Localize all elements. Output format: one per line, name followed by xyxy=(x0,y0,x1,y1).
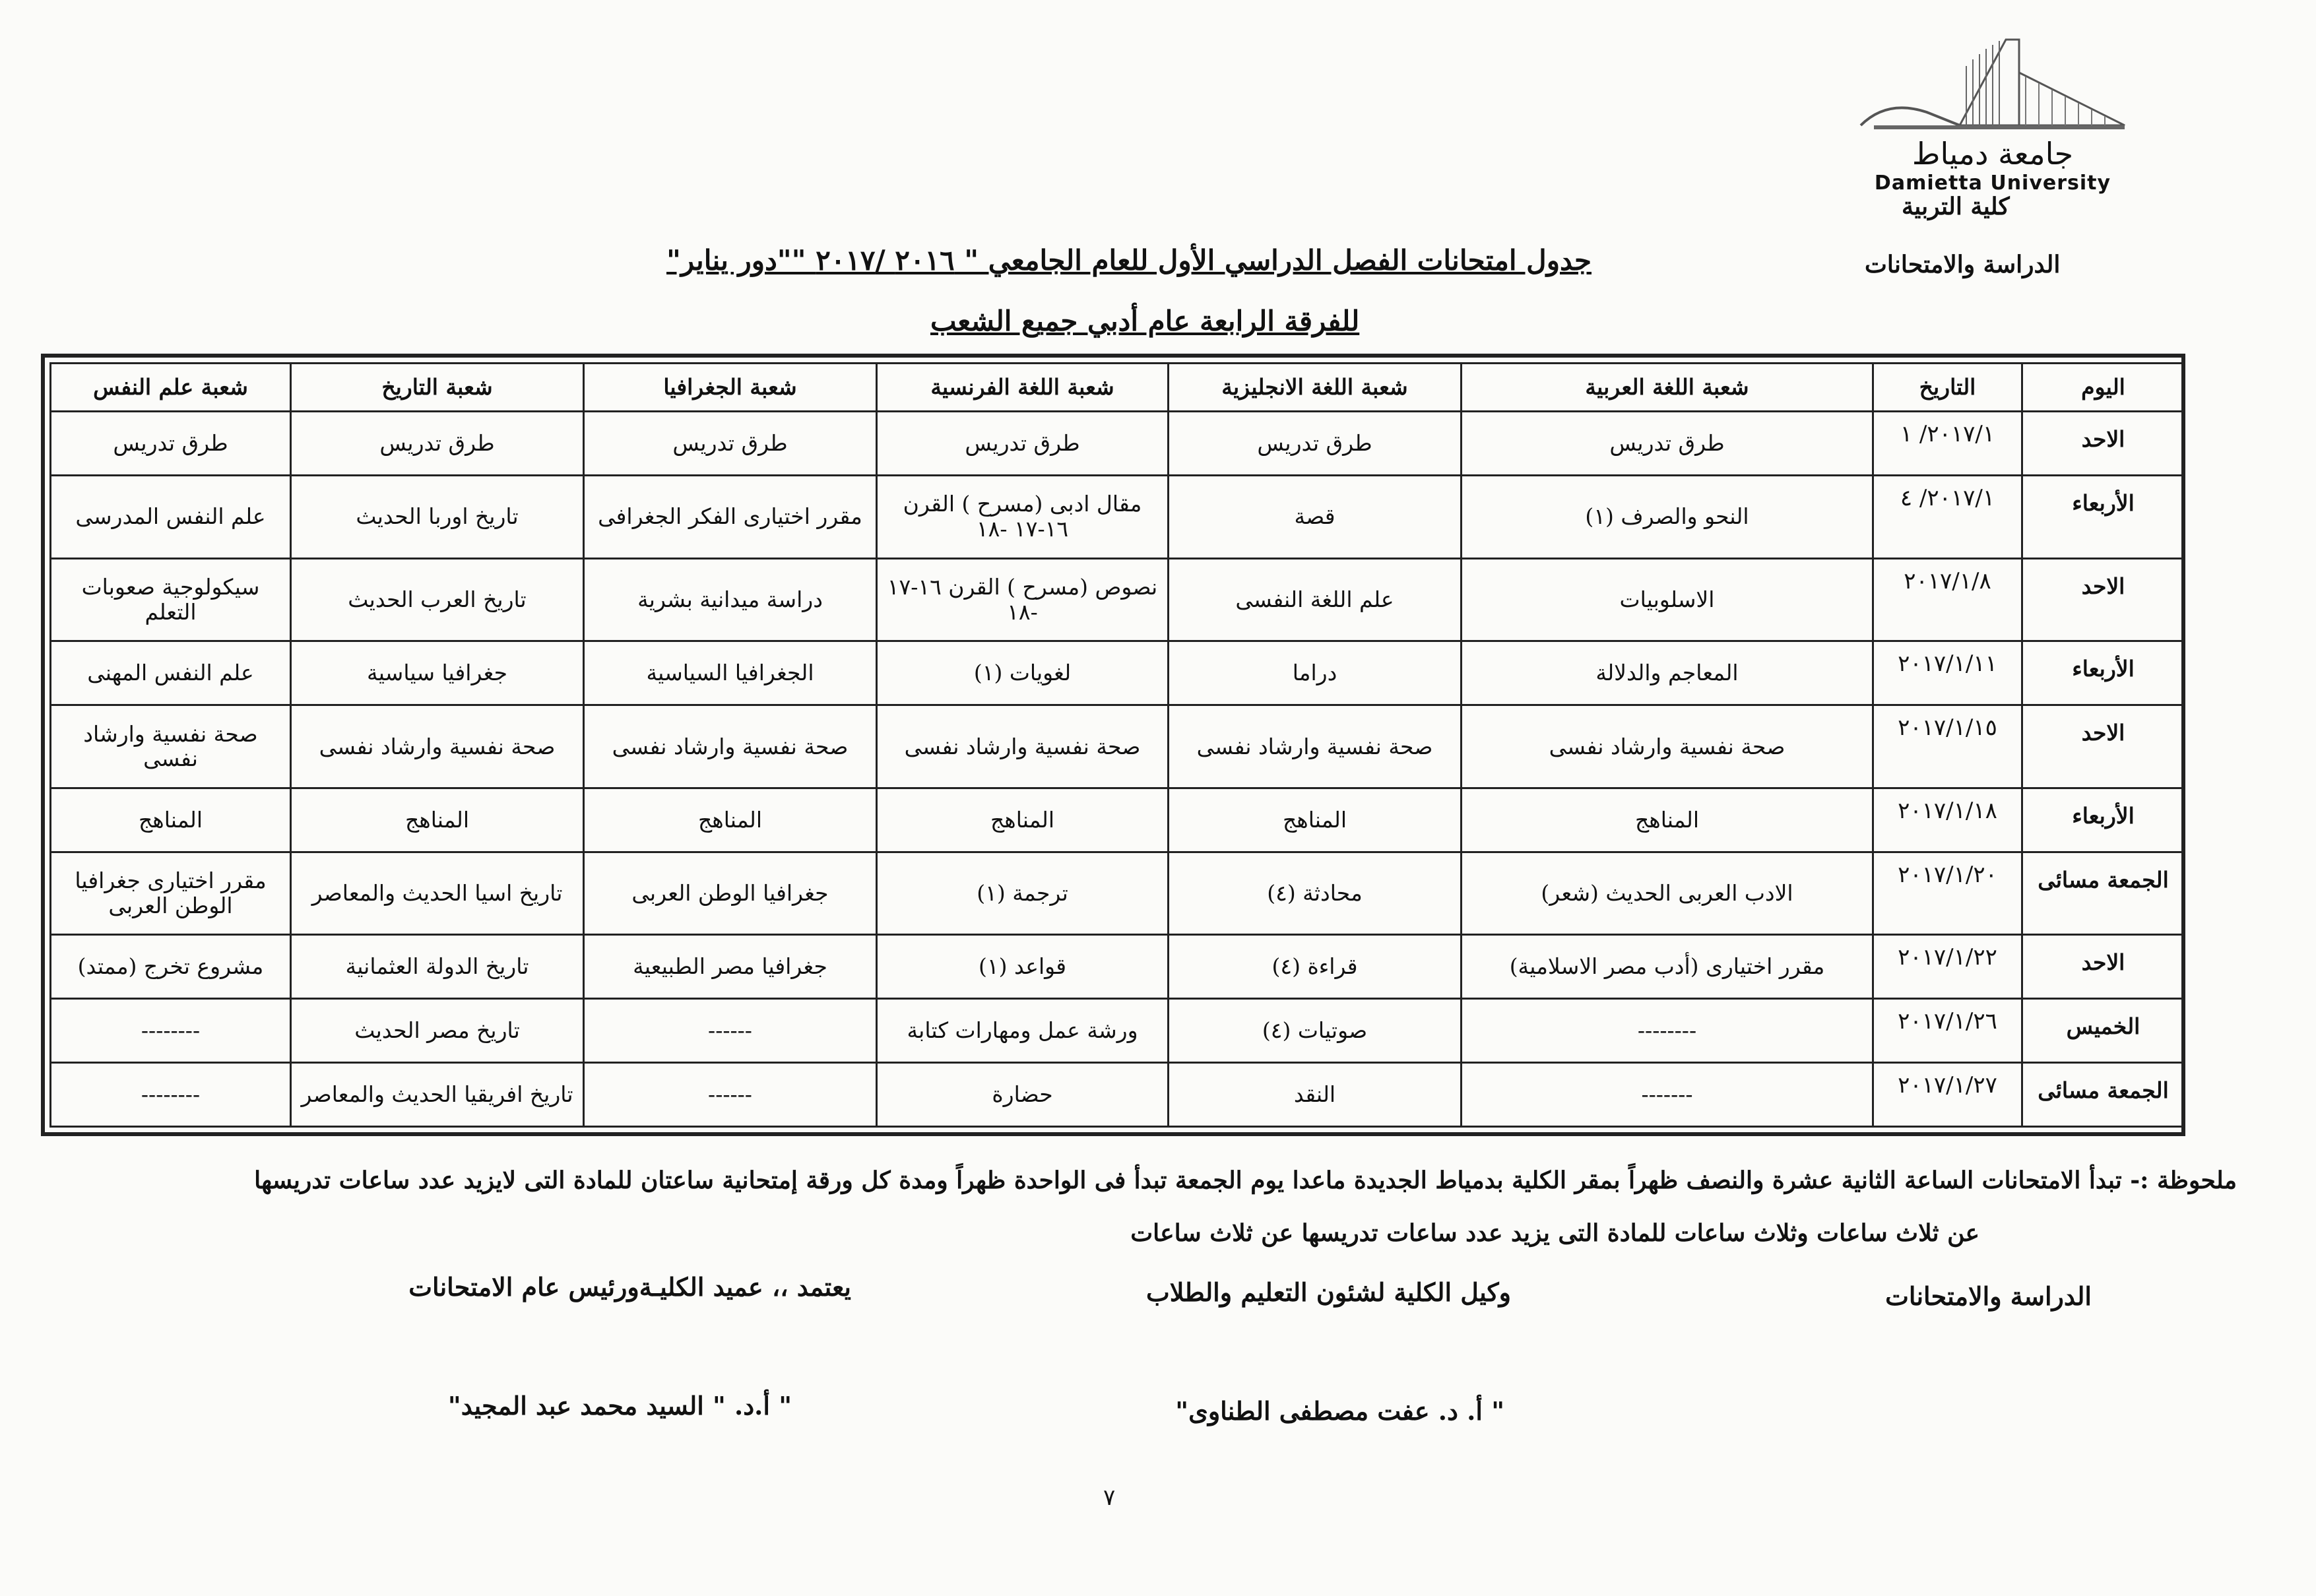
cell-day: الجمعة مسائى xyxy=(2022,852,2185,935)
cell-geography: ------ xyxy=(584,999,877,1063)
cell-english: محادثة (٤) xyxy=(1169,852,1462,935)
cell-arabic: صحة نفسية وارشاد نفسى xyxy=(1462,705,1873,788)
header-arabic: شعبة اللغة العربية xyxy=(1462,364,1873,412)
cell-english: قراءة (٤) xyxy=(1169,935,1462,999)
cell-psychology: مشروع تخرج (ممتد) xyxy=(51,935,291,999)
cell-day: الاحد xyxy=(2022,412,2185,476)
table-row xyxy=(51,641,2185,705)
faculty-name: كلية التربية xyxy=(1902,193,2010,220)
cell-history: تاريخ اوربا الحديث xyxy=(291,475,584,558)
signature-vice-dean-title: وكيل الكلية لشئون التعليم والطلاب xyxy=(1145,1277,1511,1307)
exam-note-line-2: عن ثلاث ساعات وثلاث ساعات للمادة التى يزيد عدد ساعات تدريسها عن ثلاث ساعات xyxy=(1130,1219,1979,1247)
header-date: التاريخ xyxy=(1873,364,2022,412)
cell-geography: مقرر اختيارى الفكر الجغرافى xyxy=(584,475,877,558)
table-row xyxy=(51,788,2185,852)
header-english: شعبة اللغة الانجليزية xyxy=(1169,364,1462,412)
cell-history: صحة نفسية وارشاد نفسى xyxy=(291,705,584,788)
table-header-row xyxy=(51,364,2185,412)
cell-history: تاريخ افريقيا الحديث والمعاصر xyxy=(291,1063,584,1127)
cell-date: ٢٠١٧/١/١٨ xyxy=(1873,788,2022,852)
table-row xyxy=(51,705,2185,788)
cell-geography: جغرافيا الوطن العربى xyxy=(584,852,877,935)
cell-english: صوتيات (٤) xyxy=(1169,999,1462,1063)
page-title: جدول امتحانات الفصل الدراسي الأول للعام الجامعي " ٢٠١٦ /٢٠١٧ ""دور يناير" xyxy=(666,244,1592,276)
page-number: ٧ xyxy=(1103,1484,1116,1511)
cell-psychology: علم النفس المهنى xyxy=(51,641,291,705)
cell-date: ٢٠١٧/١/٢٦ xyxy=(1873,999,2022,1063)
header-french: شعبة اللغة الفرنسية xyxy=(877,364,1169,412)
table-row xyxy=(51,935,2185,999)
signature-dean-name: " أ.د. " السيد محمد عبد المجيد" xyxy=(447,1391,792,1420)
cell-day: الأربعاء xyxy=(2022,475,2185,558)
cell-french: المناهج xyxy=(877,788,1169,852)
cell-psychology: -------- xyxy=(51,999,291,1063)
cell-english: علم اللغة النفسى xyxy=(1169,558,1462,641)
cell-geography: دراسة ميدانية بشرية xyxy=(584,558,877,641)
cell-psychology: مقرر اختيارى جغرافيا الوطن العربى xyxy=(51,852,291,935)
signature-studies-exams: الدراسة والامتحانات xyxy=(1885,1281,2092,1311)
cell-french: لغويات (١) xyxy=(877,641,1169,705)
signature-vice-dean-name: " أ. د. عفت مصطفى الطناوى" xyxy=(1175,1396,1504,1426)
header-history: شعبة التاريخ xyxy=(291,364,584,412)
cell-day: الجمعة مسائى xyxy=(2022,1063,2185,1127)
cell-english: دراما xyxy=(1169,641,1462,705)
table-row xyxy=(51,999,2185,1063)
cell-history: تاريخ العرب الحديث xyxy=(291,558,584,641)
cell-psychology: صحة نفسية وارشاد نفسى xyxy=(51,705,291,788)
cell-history: تاريخ اسيا الحديث والمعاصر xyxy=(291,852,584,935)
department-name: الدراسة والامتحانات xyxy=(1865,251,2061,278)
cell-english: المناهج xyxy=(1169,788,1462,852)
cell-geography: طرق تدريس xyxy=(584,412,877,476)
exam-schedule-table xyxy=(49,362,2185,1128)
cell-date: ٢٠١٧/١/٢٢ xyxy=(1873,935,2022,999)
signature-dean-title: يعتمد ،، عميد الكليـةورئيس عام الامتحانات xyxy=(408,1272,851,1302)
cell-history: المناهج xyxy=(291,788,584,852)
cell-arabic: المعاجم والدلالة xyxy=(1462,641,1873,705)
cell-day: الاحد xyxy=(2022,935,2185,999)
cell-arabic: النحو والصرف (١) xyxy=(1462,475,1873,558)
cell-date: ٢٠١٧/١/١١ xyxy=(1873,641,2022,705)
cell-geography: الجغرافيا السياسية xyxy=(584,641,877,705)
cell-english: النقد xyxy=(1169,1063,1462,1127)
cell-date: ٢٠١٧/١/٢٧ xyxy=(1873,1063,2022,1127)
cell-arabic: مقرر اختيارى (أدب مصر الاسلامية) xyxy=(1462,935,1873,999)
university-emblem-icon xyxy=(1848,26,2138,139)
cell-arabic: طرق تدريس xyxy=(1462,412,1873,476)
cell-english: قصة xyxy=(1169,475,1462,558)
header-day: اليوم xyxy=(2022,364,2185,412)
university-logo xyxy=(1848,26,2138,195)
university-name-arabic: جامعة دمياط xyxy=(1912,136,2074,172)
cell-psychology: -------- xyxy=(51,1063,291,1127)
table-row xyxy=(51,412,2185,476)
cell-geography: المناهج xyxy=(584,788,877,852)
cell-french: قواعد (١) xyxy=(877,935,1169,999)
cell-arabic: ------- xyxy=(1462,1063,1873,1127)
exam-note-line-1: ملحوظة :- تبدأ الامتحانات الساعة الثانية عشرة والنصف ظهراً بمقر الكلية بدمياط الجديدة ماعدا يوم الجمعة تبدأ فى الواحدة ظهراً ومدة كل ورقة إمتحانية ساعتان للمادة التى لايزيد عدد ساعات تدريسها xyxy=(254,1166,2237,1194)
cell-psychology: طرق تدريس xyxy=(51,412,291,476)
cell-arabic: -------- xyxy=(1462,999,1873,1063)
cell-arabic: الاسلوبيات xyxy=(1462,558,1873,641)
cell-geography: جغرافيا مصر الطبيعية xyxy=(584,935,877,999)
cell-french: مقال ادبى (مسرح ) القرن ١٦-١٧ -١٨ xyxy=(877,475,1169,558)
header-psychology: شعبة علم النفس xyxy=(51,364,291,412)
cell-arabic: المناهج xyxy=(1462,788,1873,852)
cell-day: الاحد xyxy=(2022,558,2185,641)
cell-psychology: المناهج xyxy=(51,788,291,852)
cell-arabic: الادب العربى الحديث (شعر) xyxy=(1462,852,1873,935)
table-row xyxy=(51,1063,2185,1127)
cell-french: ترجمة (١) xyxy=(877,852,1169,935)
cell-french: نصوص (مسرح ) القرن ١٦-١٧ -١٨ xyxy=(877,558,1169,641)
cell-history: تاريخ الدولة العثمانية xyxy=(291,935,584,999)
cell-day: الأربعاء xyxy=(2022,788,2185,852)
cell-history: طرق تدريس xyxy=(291,412,584,476)
cell-french: حضارة xyxy=(877,1063,1169,1127)
cell-geography: صحة نفسية وارشاد نفسى xyxy=(584,705,877,788)
table-row xyxy=(51,558,2185,641)
cell-english: طرق تدريس xyxy=(1169,412,1462,476)
table-row xyxy=(51,852,2185,935)
header-geography: شعبة الجغرافيا xyxy=(584,364,877,412)
cell-date: ٢٠١٧/١/ ٤ xyxy=(1873,475,2022,558)
cell-history: تاريخ مصر الحديث xyxy=(291,999,584,1063)
cell-history: جغرافيا سياسية xyxy=(291,641,584,705)
cell-english: صحة نفسية وارشاد نفسى xyxy=(1169,705,1462,788)
cell-psychology: علم النفس المدرسى xyxy=(51,475,291,558)
cell-date: ٢٠١٧/١/٢٠ xyxy=(1873,852,2022,935)
cell-date: ٢٠١٧/١/١٥ xyxy=(1873,705,2022,788)
table-row xyxy=(51,475,2185,558)
cell-day: الخميس xyxy=(2022,999,2185,1063)
cell-date: ٢٠١٧/١/ ١ xyxy=(1873,412,2022,476)
cell-psychology: سيكولوجية صعوبات التعلم xyxy=(51,558,291,641)
cell-french: صحة نفسية وارشاد نفسى xyxy=(877,705,1169,788)
cell-french: ورشة عمل ومهارات كتابة xyxy=(877,999,1169,1063)
exam-schedule-table-frame xyxy=(41,354,2185,1136)
cell-french: طرق تدريس xyxy=(877,412,1169,476)
cell-date: ٢٠١٧/١/٨ xyxy=(1873,558,2022,641)
cell-day: الأربعاء xyxy=(2022,641,2185,705)
cell-geography: ------ xyxy=(584,1063,877,1127)
page-subtitle: للفرقة الرابعة عام أدبي جميع الشعب xyxy=(930,305,1360,337)
cell-day: الاحد xyxy=(2022,705,2185,788)
university-name-english: Damietta University xyxy=(1874,172,2111,195)
